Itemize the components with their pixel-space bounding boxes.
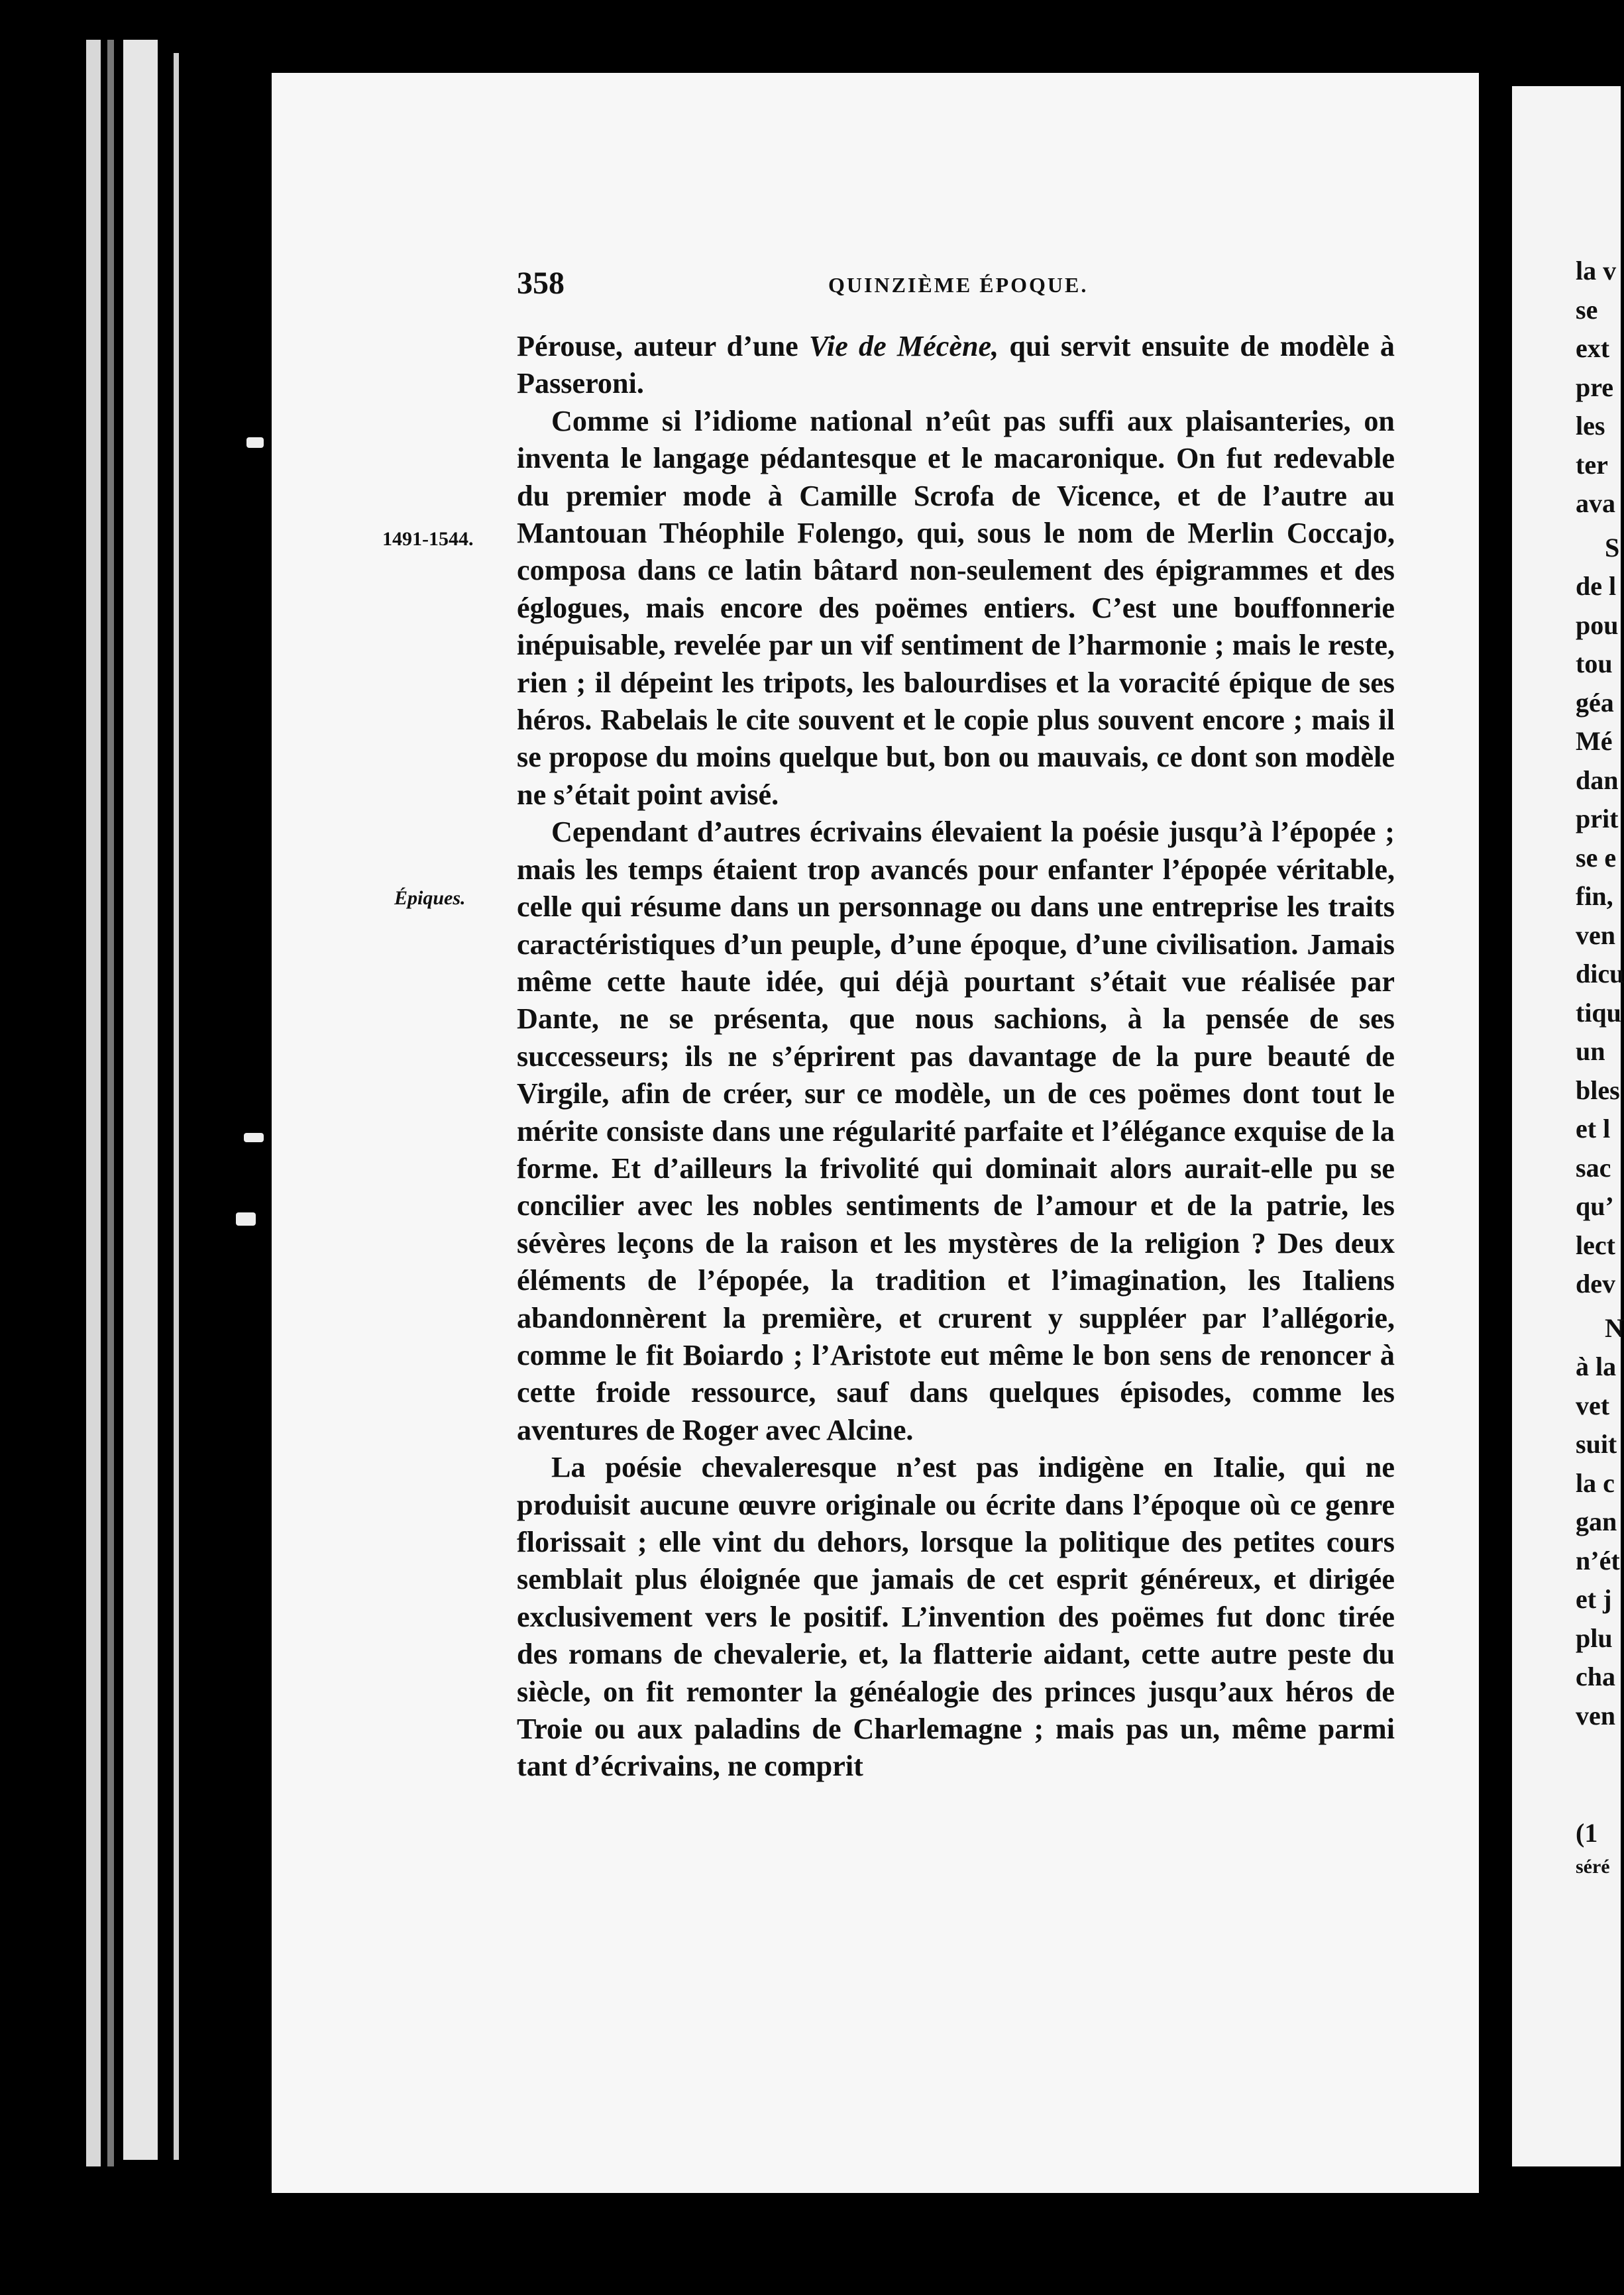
facing-page-line: gan [1576,1507,1617,1536]
facing-page-line: de l [1576,571,1617,601]
text-run: qui servit ensuite de modèle à Passeroni. [517,330,1395,400]
paragraph [517,328,1395,403]
facing-page-line: un [1576,1036,1605,1066]
facing-page-line: S [1605,532,1620,562]
book-binding [86,27,292,2206]
facing-page-line: et j [1576,1584,1612,1614]
facing-page-line: tou [1576,649,1613,678]
facing-page-line: les [1576,411,1605,441]
facing-page-line: plu [1576,1623,1613,1653]
book-page [272,73,1479,2193]
paragraph: La poésie chevaleresque n’est pas indigène en Italie, qui ne produisit aucune œuvre originale ou écrite dans l’époque où ce genre florissait ; elle vint du dehors, lorsque la politique des petites cours semblait plus éloignée que jamais de cet esprit généreux, et dirigée exclusivement vers le positif. L’invention des poëmes fut donc tirée des romans de chevalerie, et, la flatterie aidant, cette autre peste du siècle, on fit remonter la généalogie des princes jusqu’aux héros de Troie ou aux paladins de Charlemagne ; mais pas un, même parmi tant d’écrivains, ne comprit [517,1451,1395,1783]
facing-page-line: n’ét [1576,1545,1620,1575]
paragraph: Comme si l’idiome national n’eût pas suffi aux plaisanteries, on inventa le langage pédantesque et le macaronique. On fut redevable du premier mode à Camille Scrofa de Vicence, et de l’autre au Mantouan Théophile Folengo, qui, sous le nom de Merlin Coccajo, composa dans ce latin bâtard non-seulement des épigrammes et des églogues, mais encore des poëmes entiers. C’est une bouffonnerie inépuisable, revelée par un vif sentiment de l’harmonie ; mais le reste, rien ; il dépeint les tripots, les balourdises et la voracité épique de ses héros. Rabelais le cite souvent et le copie plus souvent encore ; mais il se propose du moins quelque but, bon ou mauvais, ce dont son modèle ne s’était point avisé. [517,404,1395,811]
page-header [517,265,1395,305]
binding-strip [174,53,179,2160]
page-number: 358 [517,266,565,301]
facing-page-line: lect [1576,1230,1615,1260]
facing-page-line: pou [1576,610,1619,640]
paragraph: Cependant d’autres écrivains élevaient la poésie jusqu’à l’épopée ; mais les temps étaient trop avancés pour enfanter l’épopée véritable, celle qui résume dans un personnage ou dans une entreprise les traits caractéristiques d’un peuple, d’une époque, d’une civilisation. Jamais même cette haute idée, qui déjà pourtant s’était vue réalisée par Dante, ne se présenta, que nous sachions, à la pensée de ses successeurs; ils ne s’éprirent pas davantage de la pure beauté de Virgile, afin de créer, sur ce modèle, un de ces poëmes dont tout le mérite consiste dans une régularité parfaite et l’élégance exquise de la forme. Et d’ailleurs la frivolité qui dominait alors aurait-elle pu se concilier avec les nobles sentiments de l’amour et de la patrie, les sévères leçons de la raison et les mystères de la religion ? Des deux éléments de l’épopée, la tradition et l’imagination, les Italiens abandonnèrent la première, et crurent y suppléer par l’allégorie, comme le fit Boiardo ; l’Aristote eut même le bon sens de renoncer à cette froide ressource, sauf dans quelques épisodes, comme les aventures de Roger avec Alcine. [517,816,1395,1446]
facing-page-line: ven [1576,920,1615,950]
facing-page-line: se e [1576,842,1617,873]
facing-page-line: se [1576,294,1598,325]
facing-page-line: sac [1576,1152,1611,1183]
facing-page-line: ven [1576,1700,1615,1731]
facing-page-line: Mé [1576,726,1613,756]
facing-page-line: bles [1576,1075,1620,1105]
book-title: Vie de Mécène, [808,330,999,362]
facing-page-line: pre [1576,372,1614,402]
binding-strip [86,40,101,2166]
facing-page-line: ext [1576,333,1610,363]
facing-page-line: ter [1576,449,1608,480]
facing-page-line: dan [1576,765,1619,795]
text-run: Pérouse, auteur d’une [517,330,809,362]
facing-page-line: qu’ [1576,1191,1614,1221]
facing-page-line: cha [1576,1662,1615,1691]
facing-page-line: dev [1576,1269,1615,1299]
facing-page-line: géa [1576,687,1614,718]
scan-artifact [246,437,264,448]
facing-page-line: la v [1576,256,1617,286]
facing-page [1512,86,1624,2166]
facing-page-line: séré [1576,1856,1610,1878]
running-head: QUINZIÈME ÉPOQUE. [828,273,1089,297]
scan-artifact [244,1133,264,1142]
facing-page-line: vet [1576,1390,1610,1420]
facing-page-line: prit [1576,804,1619,833]
facing-page-line: à la [1576,1352,1617,1381]
scan-artifact [236,1212,256,1226]
facing-page-line: ava [1576,488,1615,518]
binding-strip [123,40,158,2160]
binding-strip [107,40,114,2166]
margin-note-epiques: Épiques. [394,887,466,909]
facing-page-line: et l [1576,1114,1611,1144]
facing-page-line: tiqu [1576,997,1621,1028]
facing-page-line: dicu [1576,959,1624,988]
facing-page-line: N [1605,1312,1624,1343]
facing-page-line: la c [1576,1468,1615,1498]
margin-note-dates: 1491-1544. [382,528,474,550]
body-text [517,328,1395,1786]
facing-page-line: fin, [1576,881,1613,911]
facing-page-line: (1 [1576,1817,1598,1848]
facing-page-line: suit [1576,1429,1617,1459]
